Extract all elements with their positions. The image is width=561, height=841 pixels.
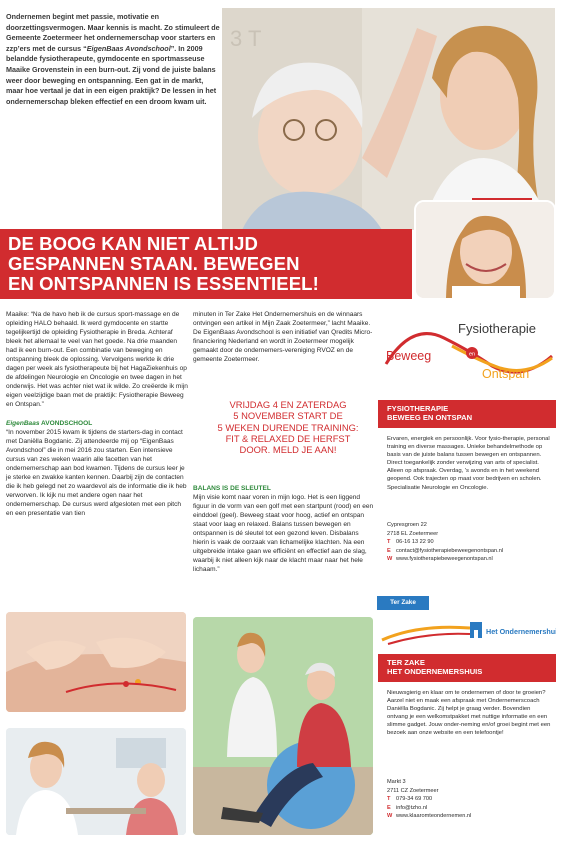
promo-line-1: VRIJDAG 4 EN ZATERDAG — [229, 399, 347, 410]
logo-wave-graphic — [382, 318, 556, 380]
portrait-photo — [414, 200, 556, 300]
fysiotherapie-logo — [382, 318, 556, 380]
intro-text-1: Ondernemen begint met passie, motivatie en doorzettingsvermogen. Maar kennis is macht. Zo stimuleert de Gemeente Zoetermeer het ondernemerschap voor starters en zzp’ers met de cursus “ — [6, 12, 220, 53]
fysio-phone — [387, 538, 557, 547]
fysio-website-label: W — [387, 556, 393, 563]
ondernemershuis-logo-graphic — [378, 616, 556, 648]
promo-line-4: FIT & RELAXED DE HERFST — [225, 432, 351, 444]
terzake-phone — [387, 795, 557, 804]
fysio-website[interactable] — [387, 555, 557, 564]
col2-paragraph-2: Mijn visie komt naar voren in mijn logo. Het is een liggend figuur in de vorm van een golf met een startpunt (rood) en een einddoel (geel). Beweeg staat voor hoog, actief en ontspan staat voor laag en relaxed. Balans tussen bewegen en ontspannen is dé sleutel tot een gezond leven. Disbalans hierin is vaak de oorzaak van lichamelijke klachten. Na een uitgebreide intake gaan we efficiënt en effectief aan de slag, waarbij ik niet alleen kijk naar de klacht maar naar het hele lichaam.” — [193, 494, 374, 574]
sidebar-terzake-description: Nieuwsgierig en klaar om te ondernemen of door te groeien? Aarzel niet en maak een afspraak met Ondernemerscoach Daniëlla Bogdanic. Zij helpt je graag verder. Bovendien ontvang je een welkomstpakket met nuttige informatie en een slimme gadget. Jouw onder-neming en/of groei begint met een bezoek aan onze website en een telefoontje! — [387, 690, 551, 737]
promo-line-3: 5 WEKEN DURENDE TRAINING: — [217, 421, 359, 433]
fysio-phone-label: T — [387, 539, 391, 546]
quote-banner-text — [8, 234, 408, 294]
ondernemershuis-logo-text: Het Ondernemershuis — [486, 627, 556, 636]
col1-paragraph-1: Maaike: “Na de havo heb ik de cursus sport-massage en de opleiding HALO behaald. Ik werd gymdocente en startte tegelijkertijd de opleiding Fysiotherapie in Breda. Achteraf bleek het allemaal te veel van het goede. Na drie maanden had ik een burn-out. Een combinatie van beweging en ontspanning bleek de oplossing. Vervolgens werkte ik drie dagen per week als fysiotherapeute bij het HagaZiekenhuis op de afdelingen Neurologie en Oncologie en twee dagen in het onderwijs. Het was achter niet wat ik wilde. Zo creëerde ik mijn eigen veelzijdige baan met de praktijk: Fysiotherapie Beweeg en Ontspan.” — [6, 311, 188, 409]
ter-zake-badge: Ter Zake — [377, 596, 429, 610]
col1-subhead — [6, 419, 188, 428]
hero-photo-illustration — [222, 8, 555, 230]
sidebar-fysio-heading — [378, 400, 556, 428]
fysio-phone-value: 06-16 13 22 90 — [396, 539, 434, 546]
fysio-address-1: Cypresgroen 22 — [387, 522, 427, 528]
banner-line-2: GESPANNEN STAAN. BEWEGEN — [8, 253, 300, 274]
training-promo — [208, 399, 368, 455]
fysio-address-2: 2718 EL Zoetermeer — [387, 530, 439, 537]
logo-word-3: Ontspan — [482, 367, 530, 380]
col1-subhead-em: EigenBaas — [6, 419, 40, 427]
article-column-2-continued — [193, 484, 375, 574]
consultation-photo-illustration — [6, 728, 186, 835]
sidebar-fysio-heading-2: BEWEEG EN ONTSPAN — [387, 413, 473, 423]
intro-text-em: EigenBaas Avondschool — [86, 43, 171, 53]
col1-subhead-rest: AVONDSCHOOL — [39, 419, 93, 427]
banner-line-1: DE BOOG KAN NIET ALTIJD — [8, 233, 258, 254]
logo-en: en — [468, 351, 476, 358]
massage-photo — [6, 612, 186, 712]
logo-word-1: Fysiotherapie — [458, 321, 537, 336]
sidebar-terzake-heading-2: HET ONDERNEMERSHUIS — [387, 667, 483, 677]
terzake-email[interactable] — [387, 804, 557, 813]
portrait-illustration — [416, 202, 554, 298]
col1-paragraph-2: “In november 2015 kwam ik tijdens de starters-dag in contact met Daniëlla Bogdanic. Zij attendeerde mij op “EigenBaas Avondschool” die in mei 2016 zou starten. Een intensieve cursus van zes weken waarin alle facetten van het ondernemerschap aan bod kwamen. Tijdens de cursus leer je je sterke en zwakke kanten kennen. Daarbij zijn de contacten die ik heb gelegd net zo waardevol als de informatie die ik heb verworven. Ik kijk nu met andere ogen naar het ondernemerschap. De cursus werd afgesloten met een pitch en een presentatie van tien — [6, 428, 187, 517]
banner-line-3: EN ONTSPANNEN IS ESSENTIEEL! — [8, 273, 319, 294]
terzake-website-value[interactable]: www.klaaromteondernemen.nl — [396, 813, 472, 820]
terzake-phone-value: 079-34 69 700 — [396, 796, 433, 803]
fysio-email[interactable] — [387, 547, 557, 556]
terzake-website[interactable] — [387, 812, 557, 821]
fysio-email-value[interactable]: contact@fysiotherapiebeweegenontspan.nl — [396, 547, 504, 554]
sidebar-fysio-description: Ervaren, energiek en persoonlijk. Voor fysio-therapie, personal training en diverse massages. Unieke behandelmethode op basis van de juiste balans tussen bewegen en ontspannen. Direct toegankelijk zonder verwijzing van arts of specialist. Alleen op afspraak. Overdag, 's avonds en in het weekend geopend. Ook trajecten op maat voor bedrijven en scholen. Specialisatie Neurologie en Oncologie. — [387, 436, 550, 491]
intro-text-2: ”. In 2009 belandde fysiotherapeute, gymdocente en sportmasseuse Maaike Grovenstein in een burn-out. Zij vond de juiste balans weer door beweging en ontspanning. Een gat in de markt, maar hoe vertaal je dat in een eigen praktijk? De lessen in het ondernemerschap bleken effectief en een droom kwam uit. — [6, 43, 217, 106]
fysio-email-label: E — [387, 547, 391, 554]
article-column-1 — [6, 310, 188, 518]
hero-photo — [222, 8, 555, 230]
svg-text:3 T: 3 T — [230, 26, 262, 51]
sidebar-terzake-heading-1: TER ZAKE — [387, 658, 425, 667]
article-column-2 — [193, 310, 375, 364]
exercise-ball-photo — [193, 617, 373, 835]
intro-paragraph — [6, 12, 220, 107]
promo-line-5: DOOR. MELD JE AAN! — [239, 444, 337, 456]
consultation-photo — [6, 728, 186, 835]
col2-paragraph-1: minuten in Ter Zake Het Ondernemershuis en de winnaars ontvingen een artikel in Mijn Zaak Zoetermeer,” lacht Maaike. De EigenBaas Avondschool is een initiatief van Qredits Micro-financiering Nederland en wordt in Zoetermeer mogelijk gemaakt door de ondernemers-vereniging RVOZ en de gemeente Zoetermeer. — [193, 311, 373, 364]
sidebar-terzake-heading — [378, 654, 556, 682]
sidebar-fysio-contact — [387, 521, 557, 564]
massage-photo-illustration — [6, 612, 186, 712]
ondernemershuis-logo — [378, 616, 556, 648]
terzake-phone-label: T — [387, 796, 391, 803]
sidebar-fysio-heading-1: FYSIOTHERAPIE — [387, 404, 449, 413]
terzake-address-2: 2711 CZ Zoetermeer — [387, 787, 439, 794]
sidebar-terzake-contact — [387, 778, 557, 821]
col2-subhead: BALANS IS DE SLEUTEL — [193, 485, 271, 492]
promo-line-2: 5 NOVEMBER START DE — [233, 410, 343, 422]
terzake-address-1: Markt 3 — [387, 779, 406, 785]
terzake-website-label: W — [387, 813, 393, 820]
terzake-email-label: E — [387, 804, 391, 811]
fysio-website-value[interactable]: www.fysiotherapiebeweegenontspan.nl — [396, 556, 493, 563]
terzake-email-value[interactable]: info@tzho.nl — [396, 804, 428, 811]
logo-word-2: Beweeg — [386, 349, 432, 363]
exercise-ball-photo-illustration — [193, 617, 373, 835]
